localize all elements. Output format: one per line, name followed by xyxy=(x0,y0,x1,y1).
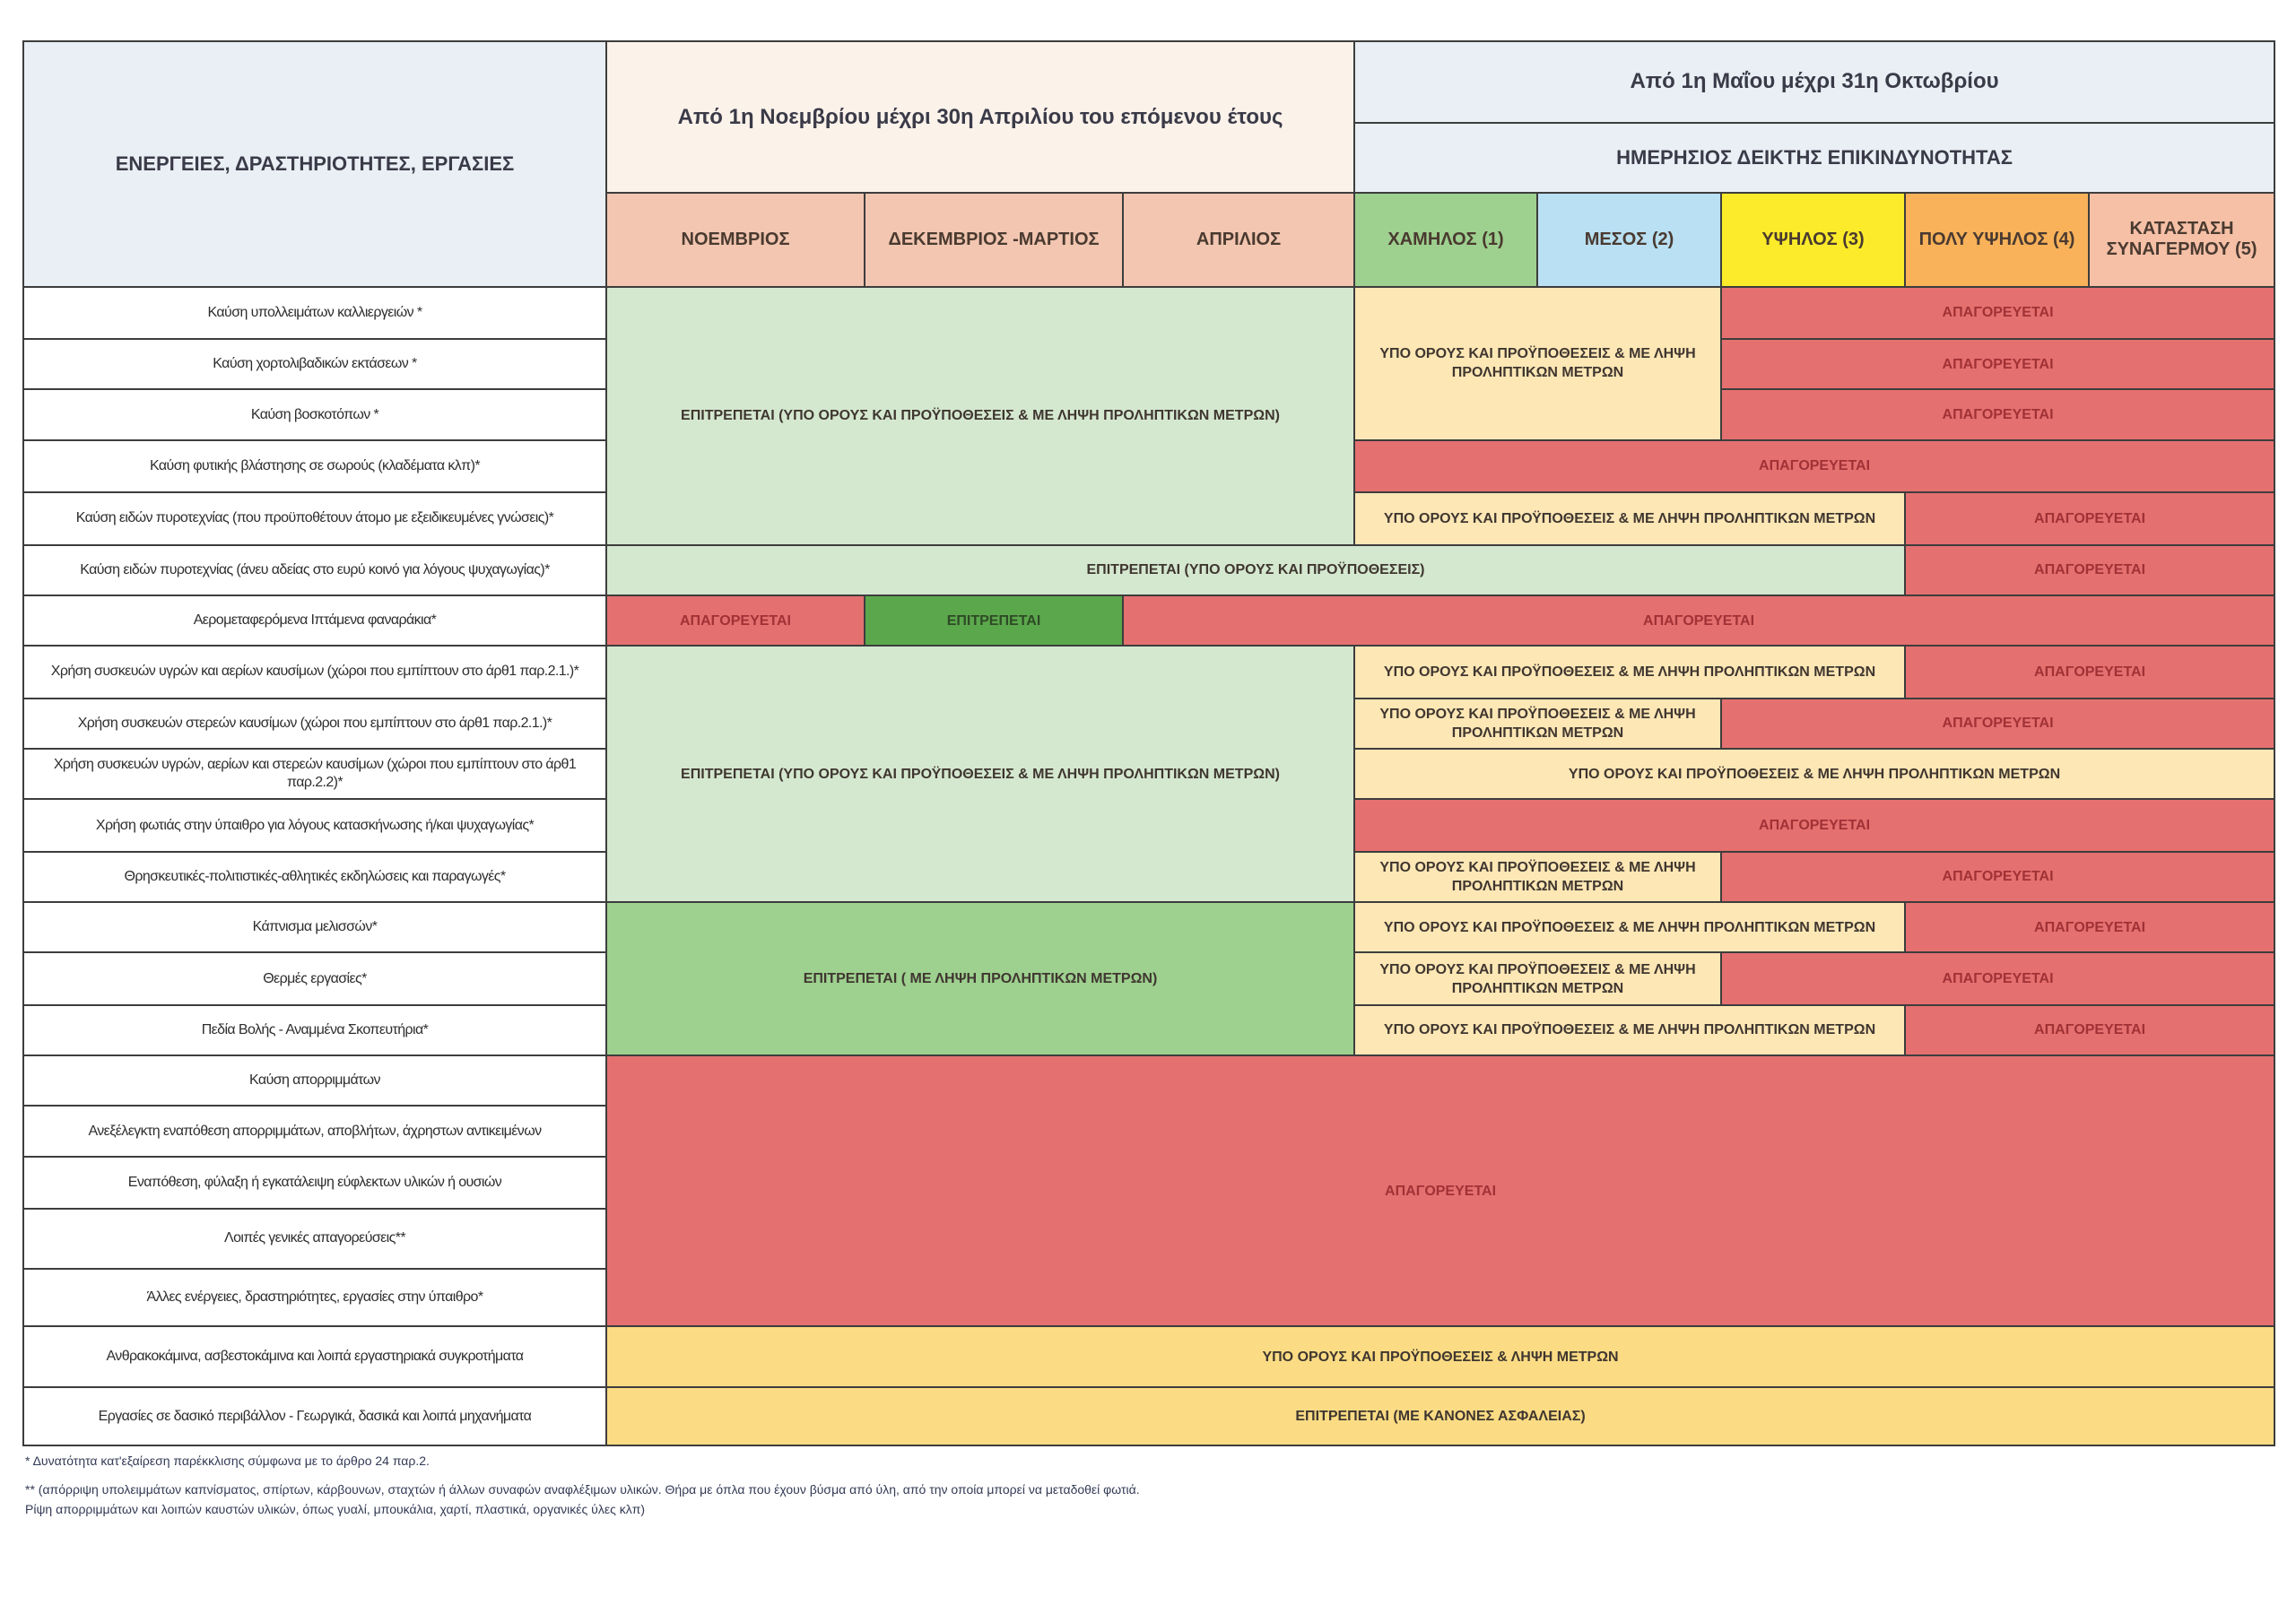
footnotes xyxy=(25,1451,1146,1528)
activity-label: Χρήση συσκευών υγρών και αερίων καυσίμων (χώροι που εμπίπτουν στο άρθ1 παρ.2.1.)* xyxy=(23,646,606,698)
rule-allowed-measures: ΕΠΙΤΡΕΠΕΤΑΙ ( ΜΕ ΛΗΨΗ ΠΡΟΛΗΠΤΙΚΩΝ ΜΕΤΡΩΝ) xyxy=(606,902,1354,1055)
activity-label: Εναπόθεση, φύλαξη ή εγκατάλειψη εύφλεκτων υλικών ή ουσιών xyxy=(23,1157,606,1209)
rule-prohibited: ΑΠΑΓΟΡΕΥΕΤΑΙ xyxy=(1721,952,2274,1004)
rule-prohibited: ΑΠΑΓΟΡΕΥΕΤΑΙ xyxy=(1354,799,2274,851)
rule-prohibited: ΑΠΑΓΟΡΕΥΕΤΑΙ xyxy=(1905,646,2274,698)
rule-allowed: ΕΠΙΤΡΕΠΕΤΑΙ xyxy=(865,595,1123,646)
activity-label: Θρησκευτικές-πολιτιστικές-αθλητικές εκδηλώσεις και παραγωγές* xyxy=(23,852,606,902)
rule-prohibited: ΑΠΑΓΟΡΕΥΕΤΑΙ xyxy=(1905,492,2274,544)
rule-prohibited: ΑΠΑΓΟΡΕΥΕΤΑΙ xyxy=(1721,287,2274,339)
activity-label: Χρήση φωτιάς στην ύπαιθρο για λόγους κατασκήνωσης ή/και ψυχαγωγίας* xyxy=(23,799,606,851)
activity-label: Άλλες ενέργειες, δραστηριότητες, εργασίες στην ύπαιθρο* xyxy=(23,1269,606,1326)
rule-prohibited: ΑΠΑΓΟΡΕΥΕΤΑΙ xyxy=(1905,545,2274,595)
rule-conditions-measures: ΥΠΟ ΟΡΟΥΣ ΚΑΙ ΠΡΟΫΠΟΘΕΣΕΙΣ & ΜΕ ΛΗΨΗ ΠΡΟΛΗΠΤΙΚΩΝ ΜΕΤΡΩΝ xyxy=(1354,852,1721,902)
col-risk-medium: ΜΕΣΟΣ (2) xyxy=(1537,193,1721,287)
footnote-2: ** (απόρριψη υπολειμμάτων καπνίσματος, σπίρτων, κάρβουνων, σταχτών ή άλλων συναφών αναφλέξιμων υλικών. Θήρα με όπλα που έχουν βύσμα από ύλη, από την οποία μπορεί να μεταδοθεί φωτιά. Ρίψη απορριμμάτων και λοιπών καυστών υλικών, όπως γυαλί, μπουκάλια, χαρτί, πλαστικά, οργανικές ύλες κλπ) xyxy=(25,1482,1140,1516)
rule-conditions-measures: ΥΠΟ ΟΡΟΥΣ ΚΑΙ ΠΡΟΫΠΟΘΕΣΕΙΣ & ΜΕ ΛΗΨΗ ΠΡΟΛΗΠΤΙΚΩΝ ΜΕΤΡΩΝ xyxy=(1354,287,1721,440)
rule-prohibited: ΑΠΑΓΟΡΕΥΕΤΑΙ xyxy=(1721,699,2274,749)
activity-label: Εργασίες σε δασικό περιβάλλον - Γεωργικά, δασικά και λοιπά μηχανήματα xyxy=(23,1387,606,1445)
activity-label: Καύση φυτικής βλάστησης σε σωρούς (κλαδέματα κλπ)* xyxy=(23,440,606,492)
activity-label: Πεδία Βολής - Αναμμένα Σκοπευτήρια* xyxy=(23,1005,606,1055)
activity-label: Χρήση συσκευών στερεών καυσίμων (χώροι που εμπίπτουν στο άρθ1 παρ.2.1.)* xyxy=(23,699,606,749)
activity-label: Καύση ειδών πυροτεχνίας (άνευ αδείας στο ευρύ κοινό για λόγους ψυχαγωγίας)* xyxy=(23,545,606,595)
rule-conditions-general: ΥΠΟ ΟΡΟΥΣ ΚΑΙ ΠΡΟΫΠΟΘΕΣΕΙΣ & ΛΗΨΗ ΜΕΤΡΩΝ xyxy=(606,1326,2274,1387)
col-risk-very-high: ΠΟΛΥ ΥΨΗΛΟΣ (4) xyxy=(1905,193,2089,287)
risk-index-header: ΗΜΕΡΗΣΙΟΣ ΔΕΙΚΤΗΣ ΕΠΙΚΙΝΔΥΝΟΤΗΤΑΣ xyxy=(1354,123,2274,194)
rule-conditions-measures: ΥΠΟ ΟΡΟΥΣ ΚΑΙ ΠΡΟΫΠΟΘΕΣΕΙΣ & ΜΕ ΛΗΨΗ ΠΡΟΛΗΠΤΙΚΩΝ ΜΕΤΡΩΝ xyxy=(1354,1005,1905,1055)
rule-prohibited: ΑΠΑΓΟΡΕΥΕΤΑΙ xyxy=(1721,852,2274,902)
activity-label: Καύση χορτολιβαδικών εκτάσεων * xyxy=(23,339,606,389)
col-november: ΝΟΕΜΒΡΙΟΣ xyxy=(606,193,865,287)
activity-label: Ανθρακοκάμινα, ασβεστοκάμινα και λοιπά εργαστηριακά συγκροτήματα xyxy=(23,1326,606,1387)
rule-conditions-measures: ΥΠΟ ΟΡΟΥΣ ΚΑΙ ΠΡΟΫΠΟΘΕΣΕΙΣ & ΜΕ ΛΗΨΗ ΠΡΟΛΗΠΤΙΚΩΝ ΜΕΤΡΩΝ xyxy=(1354,952,1721,1004)
rule-prohibited: ΑΠΑΓΟΡΕΥΕΤΑΙ xyxy=(1721,389,2274,439)
activity-label: Αερομεταφερόμενα Ιπτάμενα φαναράκια* xyxy=(23,595,606,646)
summer-period-header: Από 1η Μαΐου μέχρι 31η Οκτωβρίου xyxy=(1354,41,2274,123)
rule-prohibited: ΑΠΑΓΟΡΕΥΕΤΑΙ xyxy=(1905,902,2274,952)
activity-label: Χρήση συσκευών υγρών, αερίων και στερεών καυσίμων (χώροι που εμπίπτουν στο άρθ1 παρ.2.2)* xyxy=(23,749,606,799)
activity-label: Κάπνισμα μελισσών* xyxy=(23,902,606,952)
rule-conditions-measures: ΥΠΟ ΟΡΟΥΣ ΚΑΙ ΠΡΟΫΠΟΘΕΣΕΙΣ & ΜΕ ΛΗΨΗ ΠΡΟΛΗΠΤΙΚΩΝ ΜΕΤΡΩΝ xyxy=(1354,699,1721,749)
col-risk-high: ΥΨΗΛΟΣ (3) xyxy=(1721,193,1905,287)
winter-period-header: Από 1η Νοεμβρίου μέχρι 30η Απριλίου του επόμενου έτους xyxy=(606,41,1354,193)
activities-header: ΕΝΕΡΓΕΙΕΣ, ΔΡΑΣΤΗΡΙΟΤΗΤΕΣ, ΕΡΓΑΣΙΕΣ xyxy=(23,41,606,287)
activity-label: Καύση απορριμμάτων xyxy=(23,1055,606,1106)
rule-prohibited: ΑΠΑΓΟΡΕΥΕΤΑΙ xyxy=(1721,339,2274,389)
rule-allowed-conditions-measures: ΕΠΙΤΡΕΠΕΤΑΙ (ΥΠΟ ΟΡΟΥΣ ΚΑΙ ΠΡΟΫΠΟΘΕΣΕΙΣ & ΜΕ ΛΗΨΗ ΠΡΟΛΗΠΤΙΚΩΝ ΜΕΤΡΩΝ) xyxy=(606,646,1354,902)
footnote-1: * Δυνατότητα κατ'εξαίρεση παρέκκλισης σύμφωνα με το άρθρο 24 παρ.2. xyxy=(25,1454,430,1468)
activity-label: Καύση υπολλειμάτων καλλιεργειών * xyxy=(23,287,606,339)
rule-conditions-measures: ΥΠΟ ΟΡΟΥΣ ΚΑΙ ΠΡΟΫΠΟΘΕΣΕΙΣ & ΜΕ ΛΗΨΗ ΠΡΟΛΗΠΤΙΚΩΝ ΜΕΤΡΩΝ xyxy=(1354,646,1905,698)
rule-prohibited: ΑΠΑΓΟΡΕΥΕΤΑΙ xyxy=(1354,440,2274,492)
rule-allowed-conditions-measures: ΕΠΙΤΡΕΠΕΤΑΙ (ΥΠΟ ΟΡΟΥΣ ΚΑΙ ΠΡΟΫΠΟΘΕΣΕΙΣ & ΜΕ ΛΗΨΗ ΠΡΟΛΗΠΤΙΚΩΝ ΜΕΤΡΩΝ) xyxy=(606,287,1354,545)
activity-label: Λοιπές γενικές απαγορεύσεις** xyxy=(23,1209,606,1268)
fire-regulation-table xyxy=(22,40,2275,1446)
rule-conditions-measures: ΥΠΟ ΟΡΟΥΣ ΚΑΙ ΠΡΟΫΠΟΘΕΣΕΙΣ & ΜΕ ΛΗΨΗ ΠΡΟΛΗΠΤΙΚΩΝ ΜΕΤΡΩΝ xyxy=(1354,492,1905,544)
rule-allowed-safety: ΕΠΙΤΡΕΠΕΤΑΙ (ΜΕ ΚΑΝΟΝΕΣ ΑΣΦΑΛΕΙΑΣ) xyxy=(606,1387,2274,1445)
rule-conditions-measures: ΥΠΟ ΟΡΟΥΣ ΚΑΙ ΠΡΟΫΠΟΘΕΣΕΙΣ & ΜΕ ΛΗΨΗ ΠΡΟΛΗΠΤΙΚΩΝ ΜΕΤΡΩΝ xyxy=(1354,749,2274,799)
rule-allowed-conditions: ΕΠΙΤΡΕΠΕΤΑΙ (ΥΠΟ ΟΡΟΥΣ ΚΑΙ ΠΡΟΫΠΟΘΕΣΕΙΣ) xyxy=(606,545,1905,595)
rule-prohibited: ΑΠΑΓΟΡΕΥΕΤΑΙ xyxy=(1123,595,2274,646)
rule-prohibited: ΑΠΑΓΟΡΕΥΕΤΑΙ xyxy=(1905,1005,2274,1055)
rule-prohibited: ΑΠΑΓΟΡΕΥΕΤΑΙ xyxy=(606,595,865,646)
col-dec-march: ΔΕΚΕΜΒΡΙΟΣ -ΜΑΡΤΙΟΣ xyxy=(865,193,1123,287)
col-risk-low: ΧΑΜΗΛΟΣ (1) xyxy=(1354,193,1537,287)
rule-prohibited: ΑΠΑΓΟΡΕΥΕΤΑΙ xyxy=(606,1055,2274,1326)
col-april: ΑΠΡΙΛΙΟΣ xyxy=(1123,193,1354,287)
activity-label: Θερμές εργασίες* xyxy=(23,952,606,1004)
activity-label: Καύση ειδών πυροτεχνίας (που προϋποθέτουν άτομο με εξειδικευμένες γνώσεις)* xyxy=(23,492,606,544)
activity-label: Ανεξέλεγκτη εναπόθεση απορριμμάτων, αποβλήτων, άχρηστων αντικειμένων xyxy=(23,1106,606,1156)
activity-label: Καύση βοσκοτόπων * xyxy=(23,389,606,439)
col-risk-alarm: ΚΑΤΑΣΤΑΣΗ ΣΥΝΑΓΕΡΜΟΥ (5) xyxy=(2089,193,2274,287)
rule-conditions-measures: ΥΠΟ ΟΡΟΥΣ ΚΑΙ ΠΡΟΫΠΟΘΕΣΕΙΣ & ΜΕ ΛΗΨΗ ΠΡΟΛΗΠΤΙΚΩΝ ΜΕΤΡΩΝ xyxy=(1354,902,1905,952)
